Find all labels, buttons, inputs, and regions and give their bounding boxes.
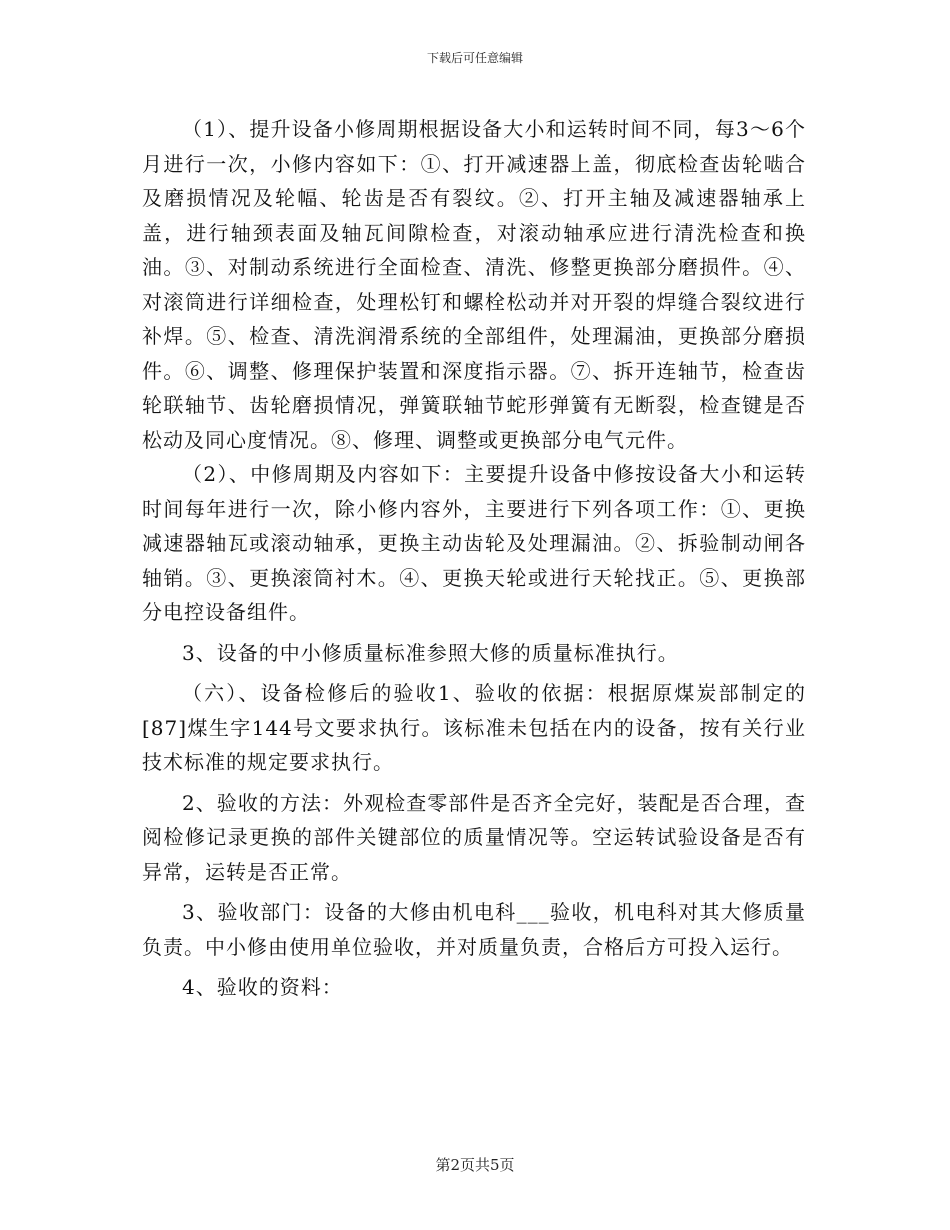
paragraph-acceptance-basis: （六）、设备检修后的验收1、验收的依据：根据原煤炭部制定的[87]煤生字144号文要求执行。该标准未包括在内的设备，按有关行业技术标准的规定要求执行。 [142, 681, 806, 774]
document-body [142, 112, 806, 1005]
page-header: 下载后可任意编辑 [426, 51, 523, 65]
paragraph-acceptance-method: 2、验收的方法：外观检查零部件是否齐全完好，装配是否合理，查阅检修记录更换的部件关键部位的质量情况等。空运转试验设备是否有异常，运转是否正常。 [142, 790, 806, 884]
paragraph-medium-repair: （2）、中修周期及内容如下：主要提升设备中修按设备大小和运转时间每年进行一次，除小修内容外，主要进行下列各项工作：①、更换减速器轴瓦或滚动轴承，更换主动齿轮及处理漏油。②、拆验制动闸各轴销。③、更换滚筒衬木。④、更换天轮或进行天轮找正。⑤、更换部分电控设备组件。 [142, 462, 806, 624]
paragraph-acceptance-documents: 4、验收的资料： [182, 975, 343, 999]
paragraph-minor-repair: （1）、提升设备小修周期根据设备大小和运转时间不同，每3～6个月进行一次，小修内容如下：①、打开减速器上盖，彻底检查齿轮啮合及磨损情况及轮幅、轮齿是否有裂纹。②、打开主轴及减速器轴承上盖，进行轴颈表面及轴瓦间隙检查，对滚动轴承应进行清洗检查和换油。③、对制动系统进行全面检查、清洗、修整更换部分磨损件。④、对滚筒进行详细检查，处理松钉和螺栓松动并对开裂的焊缝合裂纹进行补焊。⑤、检查、清洗润滑系统的全部组件，处理漏油，更换部分磨损件。⑥、调整、修理保护装置和深度指示器。⑦、拆开连轴节，检查齿轮联轴节、齿轮磨损情况，弹簧联轴节蛇形弹簧有无断裂，检查键是否松动及同心度情况。⑧、修理、调整或更换部分电气元件。 [142, 117, 806, 452]
paragraph-acceptance-department: 3、验收部门：设备的大修由机电科___验收，机电科对其大修质量负责。中小修由使用单位验收，并对质量负责，合格后方可投入运行。 [142, 900, 806, 959]
page-number: 第2页共5页 [435, 1156, 515, 1174]
paragraph-quality-standard: 3、设备的中小修质量标准参照大修的质量标准执行。 [182, 640, 679, 665]
